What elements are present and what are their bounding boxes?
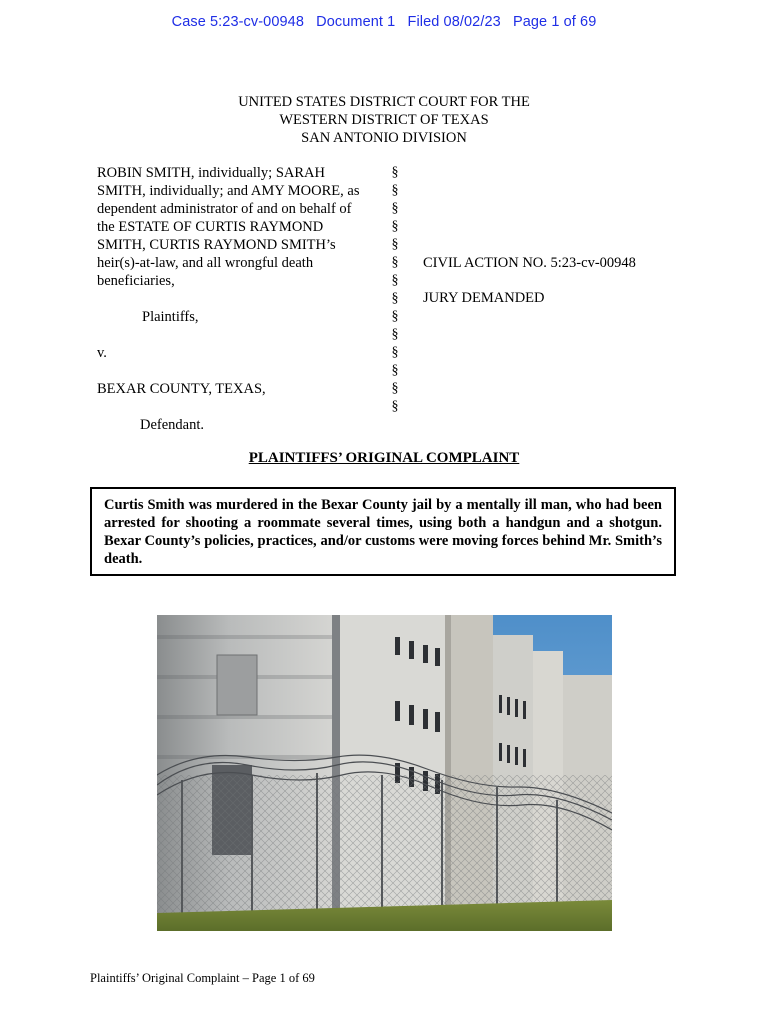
civil-action-number: CIVIL ACTION NO. 5:23-cv-00948 [423, 255, 636, 271]
court-line-2: WESTERN DISTRICT OF TEXAS [279, 112, 489, 128]
section-symbol: § [391, 399, 399, 414]
defendant-name: BEXAR COUNTY, TEXAS, [97, 381, 266, 397]
section-symbol: § [391, 255, 399, 270]
plaintiff-line: dependent administrator of and on behalf of [97, 201, 352, 217]
section-symbol: § [391, 345, 399, 360]
document-title-text: PLAINTIFFS’ ORIGINAL COMPLAINT [248, 450, 520, 466]
court-line-1: UNITED STATES DISTRICT COURT FOR THE [238, 94, 530, 110]
section-symbol: § [391, 201, 399, 216]
page-count: Page 1 of 69 [512, 14, 597, 30]
plaintiff-line: heir(s)-at-law, and all wrongful death [97, 255, 314, 271]
section-symbol: § [391, 273, 399, 288]
court-line-3: SAN ANTONIO DIVISION [301, 130, 467, 146]
section-symbol-column [388, 164, 402, 416]
section-symbol: § [391, 219, 399, 234]
court-heading [0, 93, 768, 147]
plaintiff-line: ROBIN SMITH, individually; SARAH [97, 165, 325, 181]
document-title [0, 450, 768, 467]
section-symbol: § [391, 237, 399, 252]
section-symbol: § [391, 363, 399, 378]
section-symbol: § [391, 183, 399, 198]
plaintiff-line: SMITH, CURTIS RAYMOND SMITH’s [97, 237, 336, 253]
jail-photo [157, 615, 612, 931]
plaintiff-line: beneficiaries, [97, 273, 175, 289]
filed-date: Filed 08/02/23 [407, 14, 501, 30]
page-footer: Plaintiffs’ Original Complaint – Page 1 of 69 [90, 971, 315, 985]
plaintiff-line: the ESTATE OF CURTIS RAYMOND [97, 219, 324, 235]
ecf-header-stamp [0, 14, 768, 30]
plaintiffs-label: Plaintiffs, [142, 309, 199, 325]
defendant-label: Defendant. [140, 417, 205, 433]
section-symbol: § [391, 309, 399, 324]
case-number: Case 5:23-cv-00948 [171, 14, 305, 30]
jury-demand: JURY DEMANDED [423, 290, 545, 306]
section-symbol: § [391, 165, 399, 180]
document-number: Document 1 [316, 14, 396, 30]
section-symbol: § [391, 381, 399, 396]
versus: v. [97, 345, 107, 361]
section-symbol: § [391, 291, 399, 306]
caption-parties [97, 164, 377, 434]
plaintiff-line: SMITH, individually; and AMY MOORE, as [97, 183, 360, 199]
section-symbol: § [391, 327, 399, 342]
summary-box [90, 487, 676, 576]
summary-text: Curtis Smith was murdered in the Bexar County jail by a mentally ill man, who had been arrested for shooting a roommate several times, using both a handgun and a shotgun. Bexar County’s policies, practices, and/or customs were moving forces behind Mr. Smith’s death. [104, 497, 662, 567]
